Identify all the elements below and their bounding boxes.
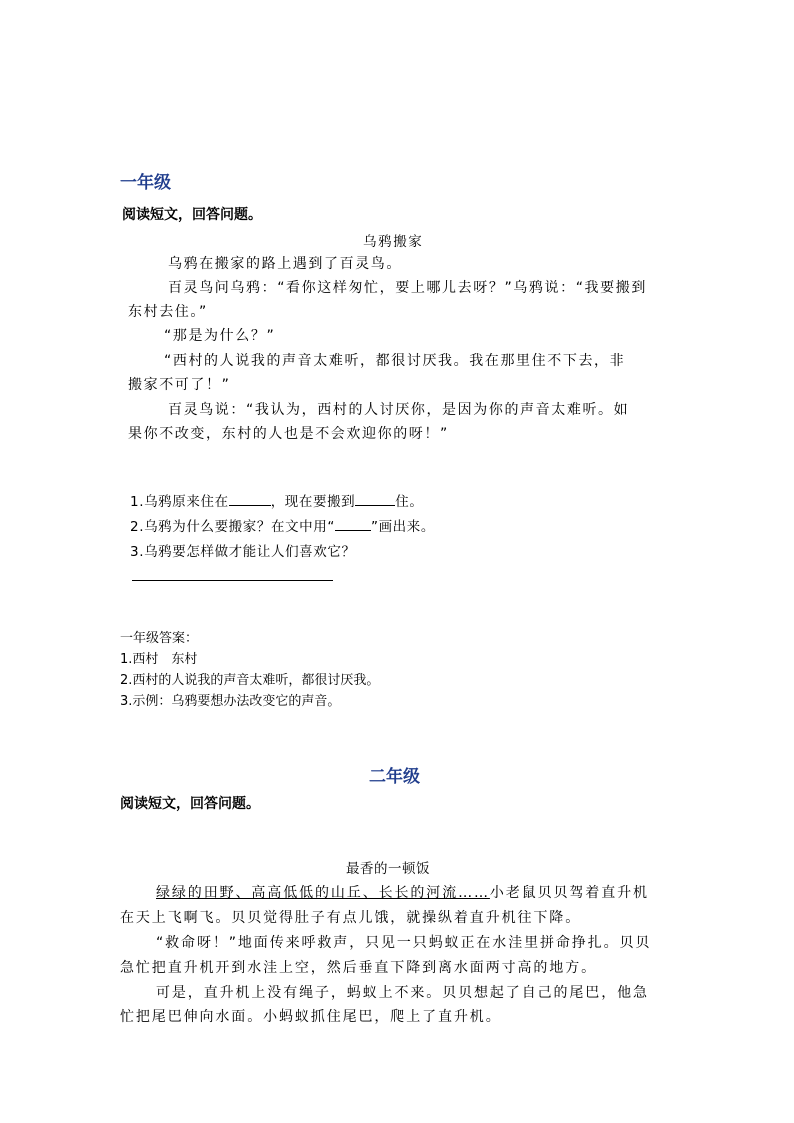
grade2-title: 二年级 [369,767,420,787]
grade1-story-title: 乌鸦搬家 [363,234,424,250]
question-text: 住。 [395,494,424,510]
story-line: 可是，直升机上没有绳子，蚂蚁上不来。贝贝想起了自己的尾巴，他急 [156,985,649,1001]
answer-item: 3.示例：乌鸦要想办法改变它的声音。 [120,694,341,709]
answer-blank[interactable] [355,492,395,506]
story-line: 在天上飞啊飞。贝贝觉得肚子有点儿饿，就操纵着直升机往下降。 [120,910,582,926]
question-text: ”画出来。 [370,519,435,535]
story-line: 搬家不可了！” [128,377,231,393]
story-line: 乌鸦在搬家的路上遇到了百灵鸟。 [168,256,402,272]
question-text: 1.乌鸦原来住在 [130,494,229,510]
underlined-text: 绿绿的田野、高高低低的山丘、长长的河流…… [156,885,490,901]
question-3: 3.乌鸦要怎样做才能让人们喜欢它？ [130,544,356,560]
story-text: 小老鼠贝贝驾着直升机 [489,885,649,901]
story-line: “那是为什么？” [164,328,276,344]
question-1 [130,490,424,510]
grade2-story-title: 最香的一顿饭 [346,861,430,877]
answer-line[interactable] [132,580,333,581]
story-line: 东村去住。” [128,304,208,320]
story-line: 百灵鸟说：“我认为，西村的人讨厌你，是因为你的声音太难听。如 [168,402,630,418]
story-line: 忙把尾巴伸向水面。小蚂蚁抓住尾巴，爬上了直升机。 [120,1009,502,1025]
story-line: “救命呀！”地面传来呼救声，只见一只蚂蚁正在水洼里拼命挣扎。贝贝 [156,935,652,951]
story-line: 急忙把直升机开到水洼上空，然后垂直下降到离水面两寸高的地方。 [120,960,597,976]
story-line: 百灵鸟问乌鸦：“看你这样匆忙，要上哪儿去呀？”乌鸦说：“我要搬到 [168,280,647,296]
answer-blank[interactable] [229,492,271,506]
question-text: ，现在要搬到 [270,494,356,510]
story-line: 果你不改变，东村的人也是不会欢迎你的呀！” [128,426,449,442]
grade2-instruction: 阅读短文，回答问题。 [120,796,260,812]
question-text: 2.乌鸦为什么要搬家？在文中用“ [130,519,335,535]
answer-blank[interactable] [335,517,371,531]
grade1-instruction: 阅读短文，回答问题。 [122,207,262,223]
answers-heading: 一年级答案： [120,631,199,646]
story-line: “西村的人说我的声音太难听，都很讨厌我。我在那里住不下去，非 [164,353,626,369]
grade1-title: 一年级 [120,173,171,193]
answer-item: 1.西村 东村 [120,652,198,667]
story-line [156,882,649,902]
question-2 [130,515,435,535]
answer-item: 2.西村的人说我的声音太难听，都很讨厌我。 [120,673,380,688]
